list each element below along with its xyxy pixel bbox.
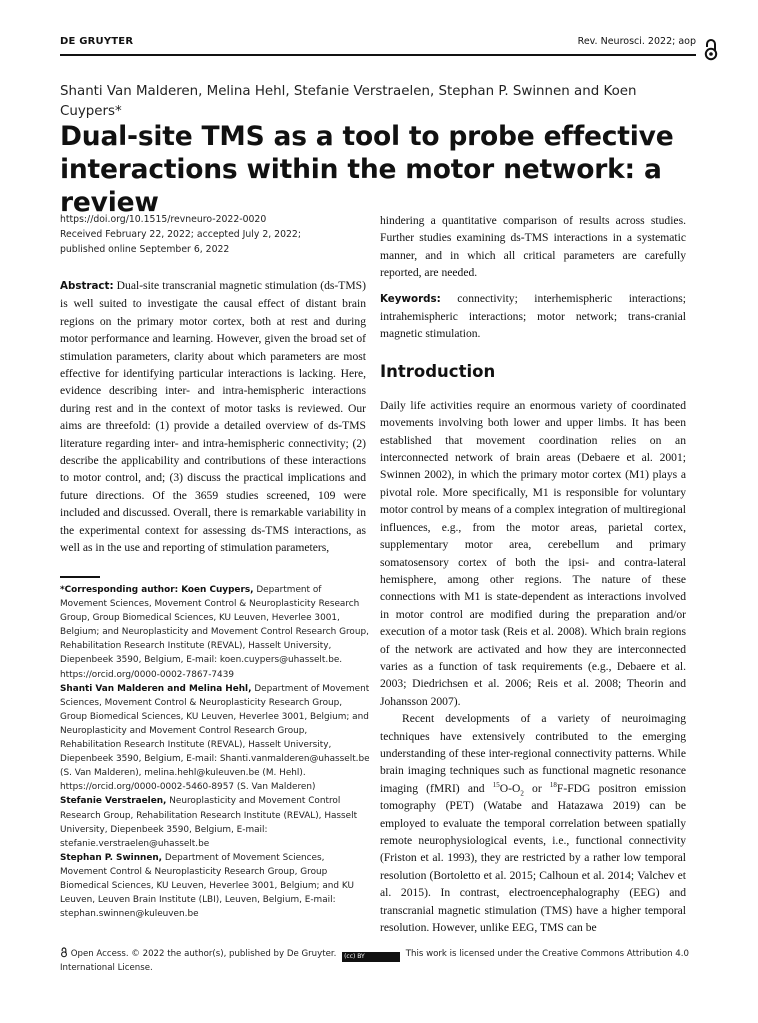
license-notice — [60, 947, 700, 974]
text-run: or — [523, 781, 550, 795]
left-column — [60, 212, 366, 557]
section-heading-introduction: Introduction — [380, 361, 496, 381]
license-text: This work is licensed under the Creative Commons Attribution 4.0 International License. — [60, 949, 689, 973]
text-run: Recent developments of a variety of neuroimaging techniques have extensively contributed to the emerging understanding of these inter-regional connectivity patterns. While brain imaging techniques such as functional magnetic resonance imaging (fMRI) and — [380, 712, 686, 795]
abstract — [60, 277, 366, 557]
author-list: Shanti Van Malderen, Melina Hehl, Stefanie Verstraelen, Stephan P. Swinnen and Koen Cuypers* — [60, 84, 637, 119]
footnote-author — [60, 794, 370, 850]
subscript: 2 — [520, 789, 524, 798]
paragraph: Daily life activities require an enormous variety of coordinated movements involving both lower and upper limbs. It has been established that movement coordination relies on an interconnected network of brain areas (Debaere et al. 2001; Swinnen 2002), in which the primary motor cortex (M1) plays a pivotal role. More specifically, M1 is responsible for voluntary motor control by means of a complex integration of multiregional influences, e.g., from the motor areas, parietal cortex, supplementary motor area, cerebellum and primary somatosensory cortex of both the ipsi- and contra-lateral hemisphere, among other regions. The nature of these connections with M1 is state-dependent as interactions involved in motor control are modified during the preparation and/or execution of a motor task (Reis et al. 2008). Which brain regions of the network are activated and how they are interconnected varies as a function of task requirements (e.g., Debaere et al. 2003; Diedrichsen et al. 2006; Reis et al. 2008; Theorin and Johansson 2007). — [380, 398, 686, 708]
right-column — [380, 212, 686, 936]
abstract-label: Abstract: — [60, 280, 114, 292]
footnote-text: Department of Movement Sciences, Movement Control & Neuroplasticity Research Group, Group Biomedical Sciences, KU Leuven, Heverlee 3001, Belgium; and Neuroplasticity and Movement Control Research Group, Rehabilitation Research Institute (REVAL), Hasselt University, Diepenbeek 3590, Belgium, E-mail: Shanti.vanmalderen@uhasselt.be (S. Van Malderen), melina.hehl@kuleuven.be (M. Hehl). https://orcid.org/0000-0002-5460-8957 (S. Van Malderen) — [60, 683, 370, 793]
cc-by-badge-icon[interactable]: (cc) BY — [342, 952, 400, 962]
open-access-icon — [60, 947, 68, 958]
footnote-text: Department of Movement Sciences, Movement Control & Neuroplasticity Research Group, Group Biomedical Sciences, KU Leuven, Heverlee 3001, Belgium; and KU Leuven, Leuven Brain Institute (LBI), Leuven, Belgium, E-mail: stephan.swinnen@kuleuven.be — [60, 852, 354, 920]
footnote-rule — [60, 576, 100, 578]
text-run: F-FDG positron emission tomography (PET) (Watabe and Hatazawa 2019) can be employed to evaluate the temporal correlation between spatially remote neurophysiological events, i.e., functional connectivity (Friston et al. 1993), they are restricted by a rather low temporal resolution (Bortoletto et al. 2015; Calhoun et al. 2014; Valchev et al. 2015). In contrast, electroencephalography (EEG) and transcranial magnetic stimulation (TMS) have a higher temporal resolution. However, unlike EEG, TMS can be — [380, 781, 686, 935]
keywords-text: connectivity; interhemispheric interactions; intrahemispheric interactions; motor network; trans-cranial magnetic stimulation. — [380, 291, 686, 341]
footnote-corresponding-author — [60, 583, 370, 682]
footnote-text: Department of Movement Sciences, Movement Control & Neuroplasticity Research Group, Group Biomedical Sciences, KU Leuven, Heverlee 3001, Belgium; and Neuroplasticity and Movement Control Research Group, Rehabilitation Research Institute (REVAL), Hasselt University, Diepenbeek 3590, Belgium, E-mail: koen.cuypers@uhasselt.be. https://orcid.org/0000-0002-7867-7439 — [60, 585, 369, 680]
author-footnotes — [60, 583, 370, 921]
journal-reference: Rev. Neurosci. 2022; aop — [577, 36, 696, 47]
paragraph — [380, 710, 686, 936]
text-run: O-O — [499, 781, 521, 795]
publisher-name: DE GRUYTER — [60, 36, 134, 47]
page-header — [60, 36, 696, 53]
superscript: 15 — [492, 780, 500, 789]
footnote-name: Shanti Van Malderen and Melina Hehl, — [60, 683, 252, 694]
open-access-icon — [703, 38, 719, 62]
doi-link[interactable]: https://doi.org/10.1515/revneuro-2022-0020 — [60, 214, 267, 225]
published-date: published online September 6, 2022 — [60, 244, 230, 255]
footnote-text: Neuroplasticity and Movement Control Research Group, Rehabilitation Research Institute (REVAL), Hasselt University, Diepenbeek 3590, Belgium, E-mail: stefanie.verstraelen@uhasselt.be — [60, 796, 358, 849]
abstract-text: Dual-site transcranial magnetic stimulation (ds-TMS) is well suited to investigate the causal effect of distant brain regions on the primary motor cortex, both at rest and during motor performance and learning. However, given the broad set of stimulation parameters, clarity about which parameters are most effective for identifying particular interactions is lacking. Here, evidence describing inter- and intra-hemispheric interactions during rest and in the context of motor tasks is reviewed. Our aims are threefold: (1) provide a detailed overview of ds-TMS literature regarding inter- and intra-hemispheric connectivity; (2) describe the applicability and contributions of these interactions to motor control, and; (3) discuss the practical implications and future directions. Of the 3659 studies screened, 109 were included and discussed. Overall, there is remarkable variability in the experimental context for assessing ds-TMS interactions, as well as in the use and reporting of stimulation parameters, — [60, 279, 366, 555]
received-dates: Received February 22, 2022; accepted July 2, 2022; — [60, 229, 301, 240]
footnote-name: Stefanie Verstraelen, — [60, 796, 167, 807]
introduction-body — [380, 397, 686, 937]
footnote-author — [60, 682, 370, 795]
footnote-name: Stephan P. Swinnen, — [60, 852, 163, 863]
superscript: 18 — [549, 780, 557, 789]
footnote-author — [60, 851, 370, 921]
abstract-continuation: hindering a quantitative comparison of results across studies. Further studies examining ds-TMS interactions in a systematic manner, and in which all critical parameters are carefully reported, are needed. — [380, 214, 686, 280]
footnote-name: *Corresponding author: Koen Cuypers, — [60, 585, 254, 595]
keywords — [380, 290, 686, 343]
keywords-label: Keywords: — [380, 292, 441, 305]
license-prefix: Open Access. © 2022 the author(s), published by De Gruyter. — [70, 949, 337, 959]
article-title: Dual-site TMS as a tool to probe effective interactions within the motor network: a review — [60, 121, 674, 218]
header-rule — [60, 54, 696, 56]
